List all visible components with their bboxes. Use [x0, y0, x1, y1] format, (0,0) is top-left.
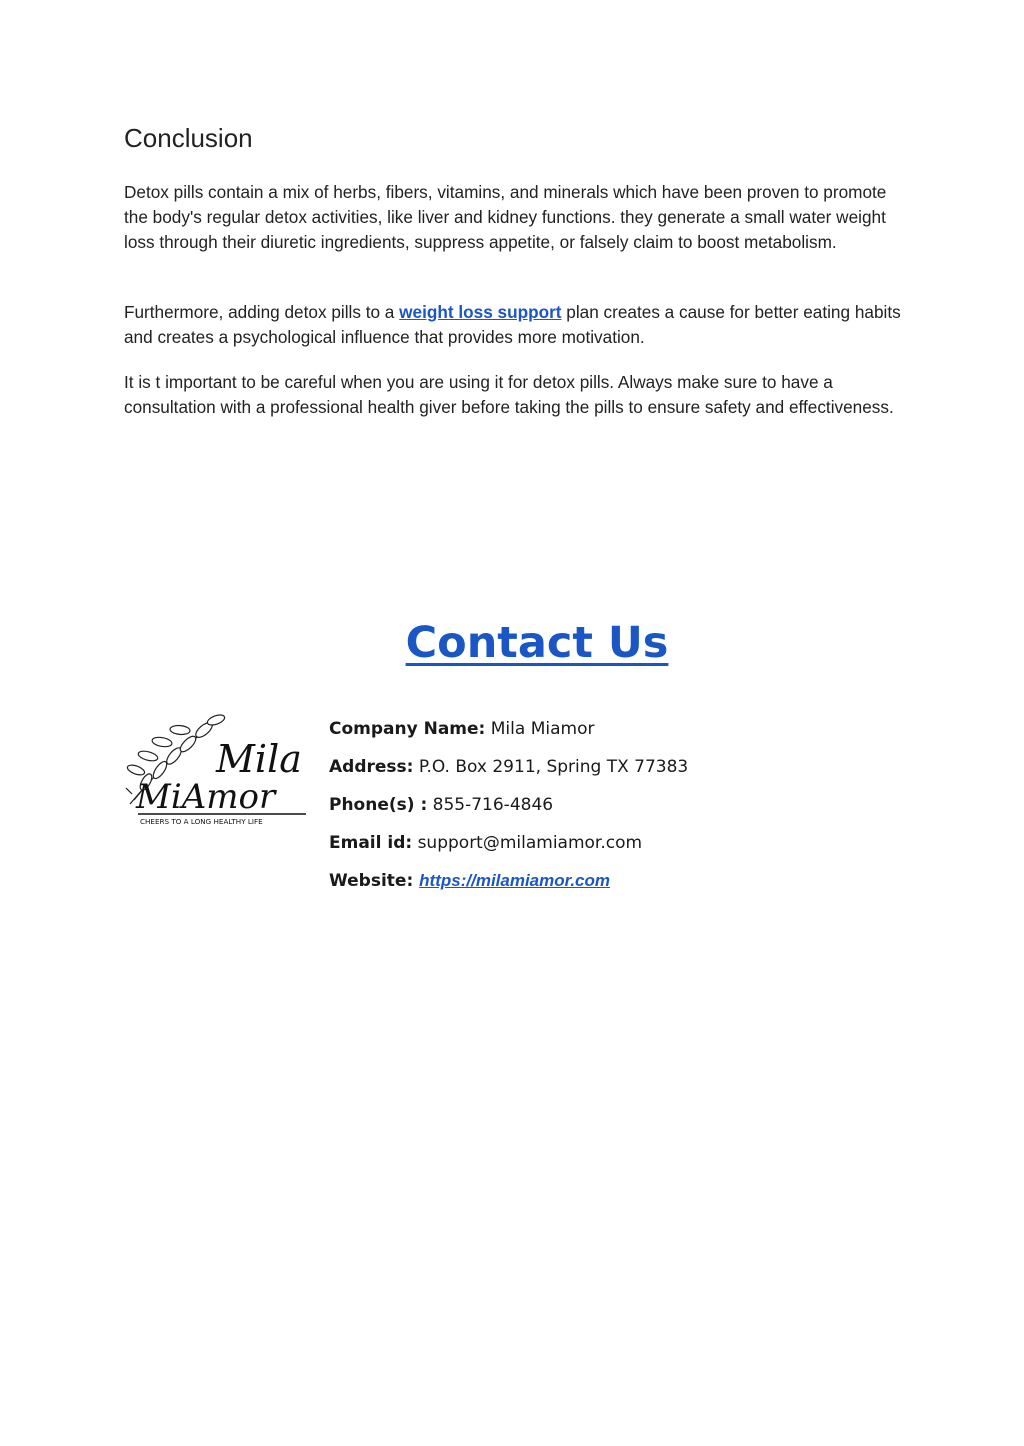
address-value: P.O. Box 2911, Spring TX 77383 — [413, 757, 689, 777]
conclusion-paragraph-3: It is t important to be careful when you are using it for detox pills. Always make sure to have a consultation with a professional health giver before taking the pills to ensure safety and effectiveness. — [124, 372, 894, 417]
logo-text-line-2: MiAmor — [136, 777, 276, 817]
phone-row — [329, 792, 688, 830]
website-row — [329, 868, 688, 906]
weight-loss-support-link[interactable]: weight loss support — [399, 302, 562, 322]
email-value: support@milamiamor.com — [412, 833, 643, 853]
conclusion-paragraph-2 — [124, 300, 904, 350]
website-link[interactable]: https://milamiamor.com — [419, 871, 610, 890]
paragraph-2-text-before: Furthermore, adding detox pills to a — [124, 302, 400, 322]
contact-details — [329, 716, 688, 906]
contact-us-heading: Contact Us — [405, 618, 669, 668]
website-label: Website: — [329, 871, 420, 891]
company-name-label: Company Name: — [329, 719, 486, 739]
conclusion-heading: Conclusion — [124, 123, 253, 153]
logo-text-line-1: Mila — [216, 737, 302, 781]
conclusion-paragraph-1: Detox pills contain a mix of herbs, fibers, vitamins, and minerals which have been proven to promote the body's regular detox activities, like liver and kidney functions. they generate a small water weight loss through their diuretic ingredients, suppress appetite, or falsely claim to boost metabolism. — [124, 182, 887, 252]
mila-miamor-logo — [124, 712, 310, 828]
address-label: Address: — [329, 757, 414, 777]
company-name-value: Mila Miamor — [485, 719, 595, 739]
phone-value: 855-716-4846 — [427, 795, 554, 815]
email-row — [329, 830, 688, 868]
email-label: Email id: — [329, 833, 413, 853]
paragraph-2-text-after: plan creates a cause for better eating habits and creates a psychological influence that provides more motivation. — [124, 302, 901, 347]
phone-label: Phone(s) : — [329, 795, 428, 815]
logo-tagline: CHEERS TO A LONG HEALTHY LIFE — [140, 817, 263, 826]
company-name-row — [329, 716, 688, 754]
address-row — [329, 754, 688, 792]
